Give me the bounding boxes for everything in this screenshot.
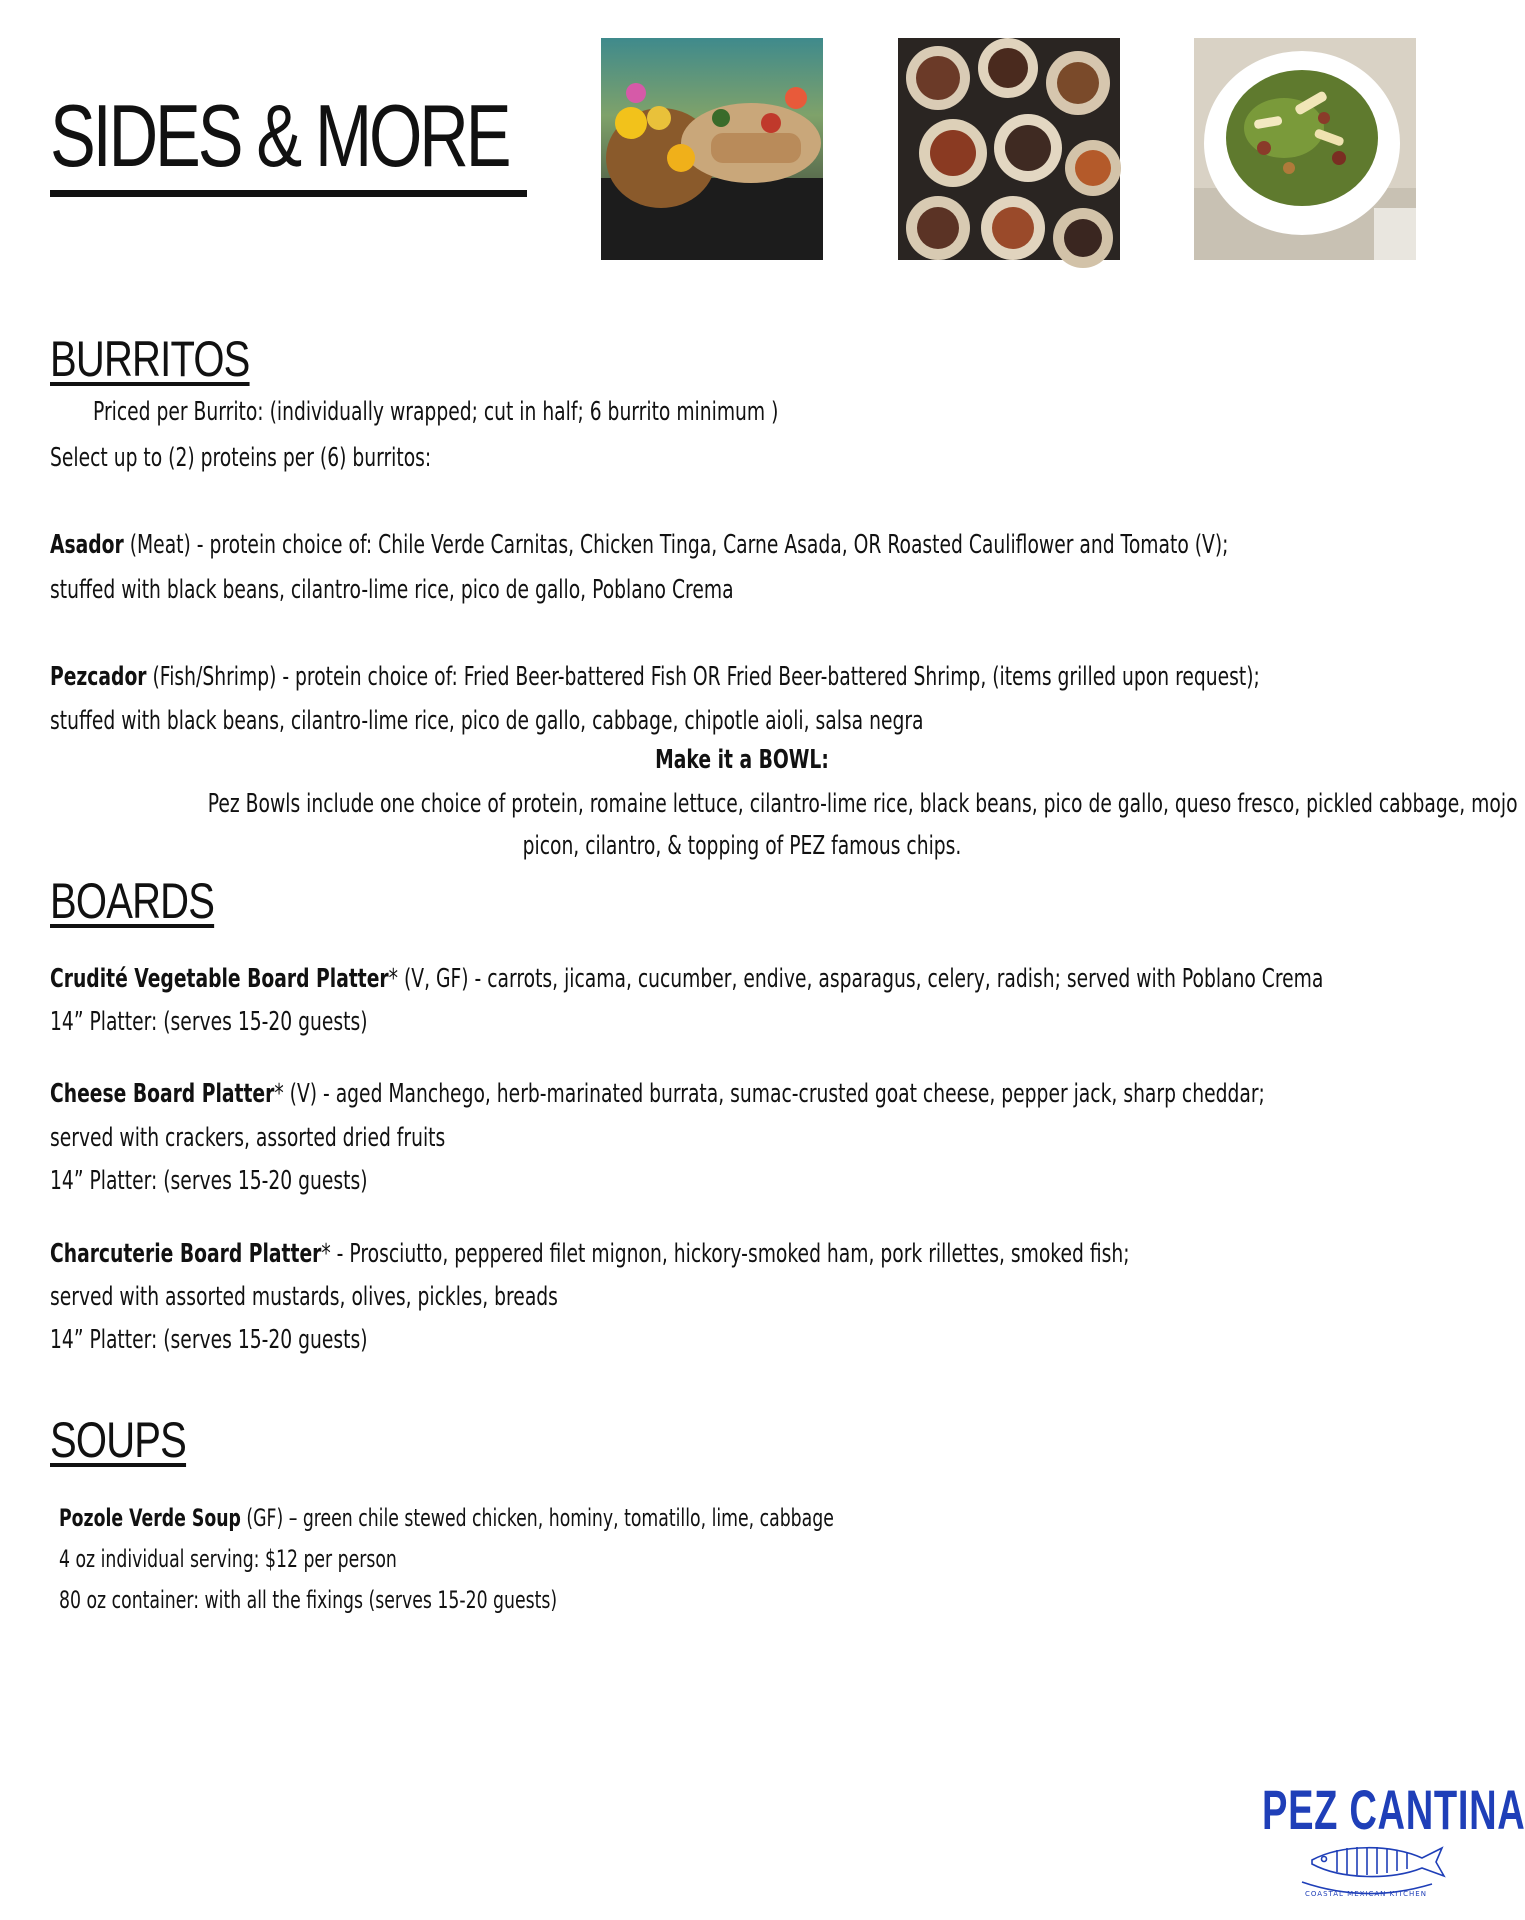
section-heading-boards: BOARDS bbox=[50, 873, 215, 929]
salad-bowl-photo bbox=[1194, 38, 1416, 260]
item-description: (Fish/Shrimp) - protein choice of: Fried Beer-battered Fish OR Fried Beer-battered Shrimp, (items grilled upon request); bbox=[146, 662, 1260, 692]
item-description-line: served with crackers, assorted dried fruits bbox=[50, 1123, 446, 1153]
fish-icon bbox=[1282, 1838, 1450, 1900]
bowl-description-cont: picon, cilantro, & topping of PEZ famous chips. bbox=[522, 831, 962, 861]
item-name: Pezcador bbox=[50, 662, 147, 692]
bowl-heading bbox=[208, 740, 1276, 780]
menu-item-pozole bbox=[59, 1500, 834, 1536]
item-serving-container: 80 oz container: with all the fixings (serves 15-20 guests) bbox=[59, 1586, 558, 1614]
menu-item-asador bbox=[50, 525, 1228, 565]
brand-tagline: COASTAL MEXICAN KITCHEN bbox=[1305, 1890, 1427, 1898]
item-size: 14” Platter: (serves 15-20 guests) bbox=[50, 1166, 368, 1196]
item-serving-individual: 4 oz individual serving: $12 per person bbox=[59, 1545, 397, 1573]
item-description: (Meat) - protein choice of: Chile Verde Carnitas, Chicken Tinga, Carne Asada, OR Roasted Cauliflower and Tomato (V); bbox=[123, 530, 1229, 560]
item-name: Charcuterie Board Platter bbox=[50, 1239, 322, 1269]
item-name: Cheese Board Platter bbox=[50, 1079, 275, 1109]
item-name: Crudité Vegetable Board Platter bbox=[50, 964, 389, 994]
burritos-photo bbox=[898, 38, 1120, 260]
item-size: 14” Platter: (serves 15-20 guests) bbox=[50, 1007, 368, 1037]
item-description: * (V, GF) - carrots, jicama, cucumber, endive, asparagus, celery, radish; served with Poblano Crema bbox=[388, 964, 1324, 994]
section-heading-burritos: BURRITOS bbox=[50, 331, 250, 387]
item-description: (GF) – green chile stewed chicken, hominy, tomatillo, lime, cabbage bbox=[240, 1504, 834, 1532]
item-description-line: stuffed with black beans, cilantro-lime rice, pico de gallo, cabbage, chipotle aioli, salsa negra bbox=[50, 706, 924, 736]
item-description: * (V) - aged Manchego, herb-marinated burrata, sumac-crusted goat cheese, pepper jack, sharp cheddar; bbox=[274, 1079, 1265, 1109]
page-title: SIDES & MORE bbox=[50, 86, 509, 185]
bowl-description: Pez Bowls include one choice of protein, romaine lettuce, cilantro-lime rice, black beans, pico de gallo, queso fresco, pickled cabbage, mojo bbox=[207, 789, 1518, 819]
menu-item-cheese-board bbox=[50, 1074, 1265, 1114]
burritos-intro-pricing: Priced per Burrito: (individually wrapped; cut in half; 6 burrito minimum ) bbox=[93, 397, 779, 427]
menu-item-crudite bbox=[50, 959, 1323, 999]
item-size: 14” Platter: (serves 15-20 guests) bbox=[50, 1325, 368, 1355]
item-description: * - Prosciutto, peppered filet mignon, hickory-smoked ham, pork rillettes, smoked fish; bbox=[321, 1239, 1130, 1269]
item-name: Pozole Verde Soup bbox=[59, 1504, 241, 1532]
item-description-line: stuffed with black beans, cilantro-lime rice, pico de gallo, Poblano Crema bbox=[50, 575, 734, 605]
item-name: Asador bbox=[50, 530, 124, 560]
brand-logo-text: PEZ CANTINA bbox=[1262, 1778, 1525, 1841]
section-heading-soups: SOUPS bbox=[50, 1412, 187, 1468]
menu-item-charcuterie bbox=[50, 1234, 1130, 1274]
bowl-heading-text: Make it a BOWL: bbox=[655, 745, 829, 775]
burritos-intro-proteins: Select up to (2) proteins per (6) burritos: bbox=[50, 443, 432, 473]
menu-item-pezcador bbox=[50, 657, 1260, 697]
item-description-line: served with assorted mustards, olives, pickles, breads bbox=[50, 1282, 558, 1312]
platter-photo bbox=[601, 38, 823, 260]
title-underline bbox=[50, 190, 527, 197]
